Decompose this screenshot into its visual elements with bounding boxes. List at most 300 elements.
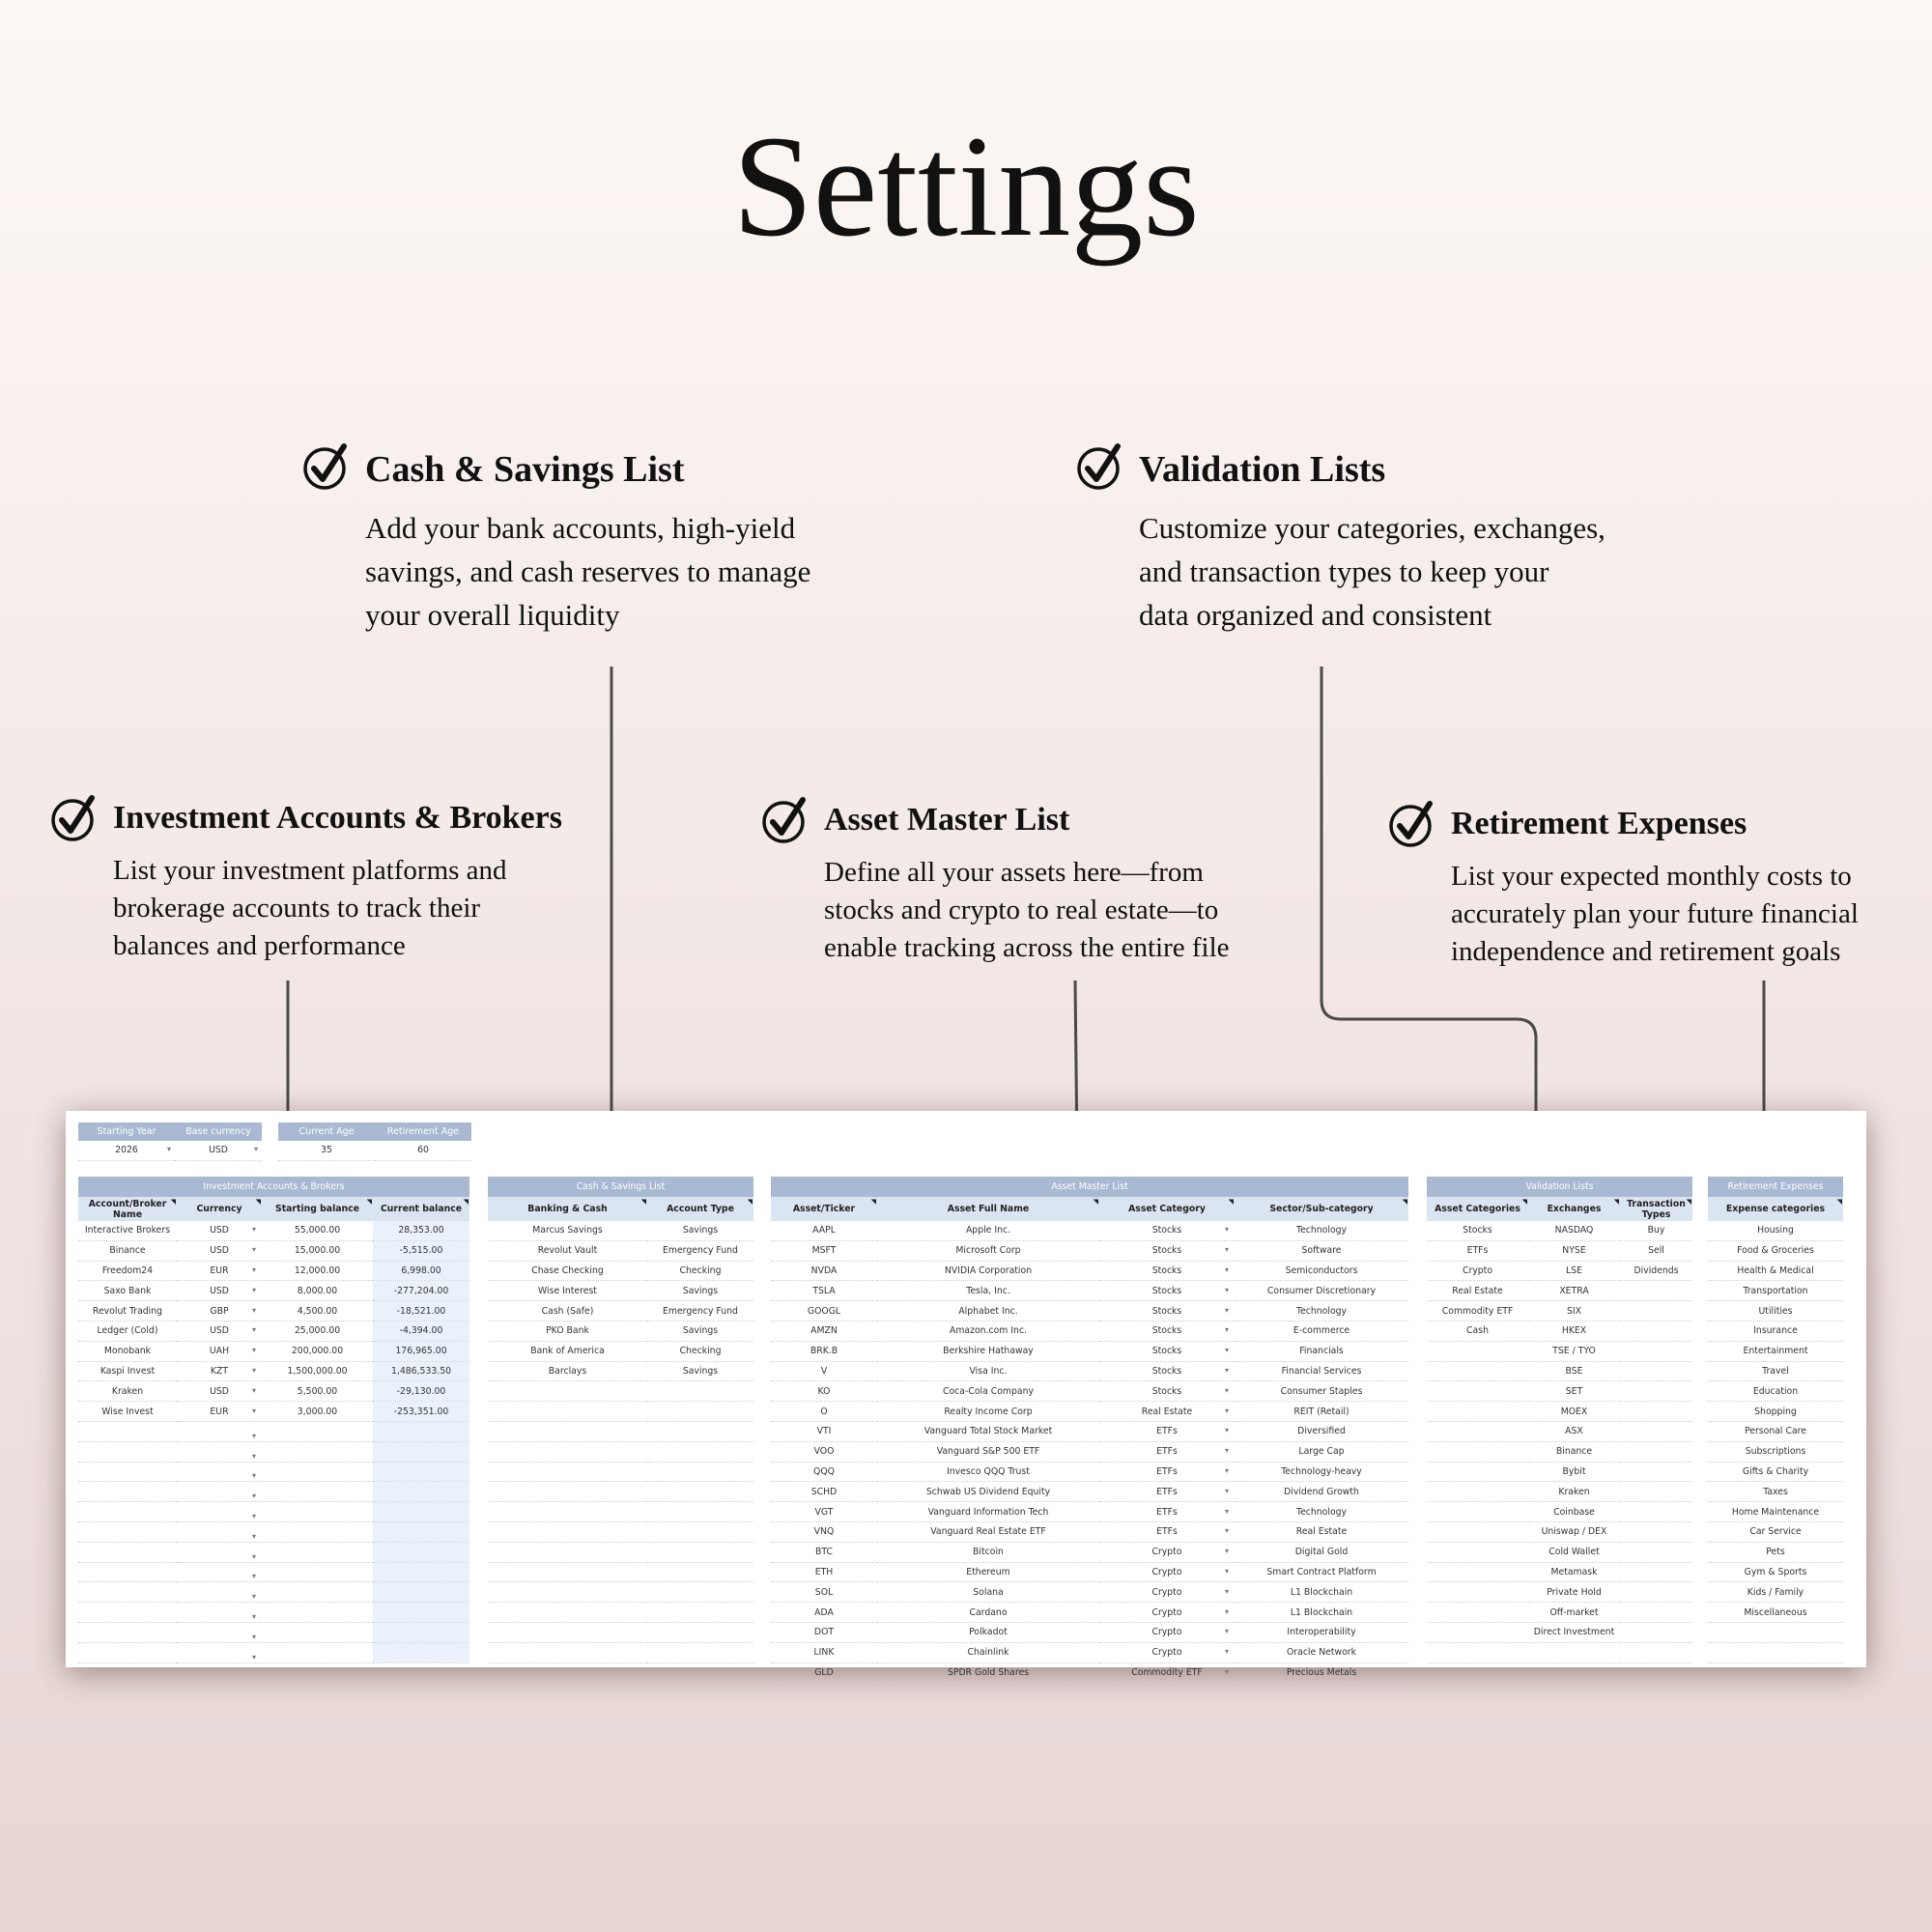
table-cell[interactable]: Subscriptions — [1708, 1441, 1843, 1462]
table-cell[interactable]: TSLA — [771, 1281, 877, 1301]
table-cell[interactable]: V — [771, 1361, 877, 1381]
table-cell[interactable]: Digital Gold — [1235, 1542, 1408, 1562]
dropdown-arrow-icon[interactable]: ▾ — [251, 1285, 256, 1294]
table-cell[interactable] — [177, 1421, 262, 1441]
table-cell[interactable] — [177, 1502, 262, 1522]
dropdown-arrow-icon[interactable]: ▾ — [251, 1431, 256, 1440]
table-cell[interactable]: BSE — [1528, 1361, 1620, 1381]
table-cell[interactable]: EUR ▾ — [177, 1261, 262, 1281]
table-cell[interactable]: Realty Income Corp — [877, 1402, 1099, 1422]
table-cell[interactable]: -29,130.00 — [373, 1381, 469, 1402]
table-cell[interactable] — [488, 1421, 647, 1441]
table-cell[interactable]: 28,353.00 — [373, 1221, 469, 1240]
dropdown-arrow-icon[interactable]: ▾ — [251, 1652, 256, 1662]
dropdown-arrow-icon[interactable]: ▾ — [251, 1531, 256, 1541]
table-cell[interactable] — [262, 1462, 373, 1482]
table-cell[interactable]: Emergency Fund — [647, 1240, 753, 1261]
table-cell[interactable] — [488, 1603, 647, 1623]
table-cell[interactable]: QQQ — [771, 1462, 877, 1482]
table-cell[interactable] — [647, 1441, 753, 1462]
dropdown-arrow-icon[interactable]: ▾ — [251, 1512, 256, 1521]
table-cell[interactable] — [373, 1642, 469, 1662]
table-cell[interactable]: SIX — [1528, 1301, 1620, 1321]
table-cell[interactable]: ETFs ▾ — [1099, 1462, 1235, 1482]
dropdown-arrow-icon[interactable]: ▾ — [1224, 1264, 1229, 1274]
table-cell[interactable] — [1427, 1603, 1528, 1623]
table-cell[interactable]: USD ▾ — [177, 1240, 262, 1261]
table-cell[interactable]: Savings — [647, 1221, 753, 1240]
table-cell[interactable]: VGT — [771, 1502, 877, 1522]
table-cell[interactable]: KZT ▾ — [177, 1361, 262, 1381]
table-cell[interactable] — [1427, 1622, 1528, 1642]
table-cell[interactable] — [78, 1642, 177, 1662]
table-cell[interactable] — [177, 1462, 262, 1482]
table-cell[interactable] — [647, 1542, 753, 1562]
table-cell[interactable]: SPDR Gold Shares — [877, 1662, 1099, 1683]
table-cell[interactable]: Housing — [1708, 1221, 1843, 1240]
table-cell[interactable] — [262, 1582, 373, 1603]
table-cell[interactable]: Technology — [1235, 1502, 1408, 1522]
table-cell[interactable] — [1620, 1301, 1692, 1321]
table-cell[interactable] — [647, 1462, 753, 1482]
table-cell[interactable] — [1620, 1421, 1692, 1441]
dropdown-arrow-icon[interactable]: ▾ — [1224, 1586, 1229, 1596]
dropdown-arrow-icon[interactable]: ▾ — [1224, 1406, 1229, 1415]
table-cell[interactable]: Checking — [647, 1261, 753, 1281]
table-cell[interactable]: GBP ▾ — [177, 1301, 262, 1321]
table-cell[interactable]: ETH — [771, 1562, 877, 1582]
table-cell[interactable]: Crypto ▾ — [1099, 1603, 1235, 1623]
table-cell[interactable]: TSE / TYO — [1528, 1341, 1620, 1361]
table-cell[interactable]: Ethereum — [877, 1562, 1099, 1582]
table-cell[interactable]: Crypto ▾ — [1099, 1642, 1235, 1662]
table-cell[interactable] — [1427, 1502, 1528, 1522]
table-cell[interactable]: Stocks ▾ — [1099, 1301, 1235, 1321]
table-cell[interactable]: AMZN — [771, 1321, 877, 1341]
table-cell[interactable]: Real Estate — [1427, 1281, 1528, 1301]
table-cell[interactable]: Large Cap — [1235, 1441, 1408, 1462]
table-cell[interactable]: Stocks ▾ — [1099, 1361, 1235, 1381]
table-cell[interactable]: Revolut Vault — [488, 1240, 647, 1261]
table-cell[interactable] — [647, 1642, 753, 1662]
table-cell[interactable]: Microsoft Corp — [877, 1240, 1099, 1261]
table-cell[interactable]: Stocks ▾ — [1099, 1261, 1235, 1281]
table-cell[interactable] — [177, 1642, 262, 1662]
table-cell[interactable] — [647, 1562, 753, 1582]
table-cell[interactable]: NASDAQ — [1528, 1221, 1620, 1240]
table-cell[interactable]: Apple Inc. — [877, 1221, 1099, 1240]
table-cell[interactable] — [1708, 1642, 1843, 1662]
table-cell[interactable] — [1427, 1462, 1528, 1482]
table-cell[interactable] — [177, 1562, 262, 1582]
table-cell[interactable]: Invesco QQQ Trust — [877, 1462, 1099, 1482]
table-cell[interactable]: -4,394.00 — [373, 1321, 469, 1341]
dropdown-arrow-icon[interactable]: ▾ — [251, 1592, 256, 1602]
table-cell[interactable]: L1 Blockchain — [1235, 1582, 1408, 1603]
table-cell[interactable]: -277,204.00 — [373, 1281, 469, 1301]
table-cell[interactable] — [373, 1441, 469, 1462]
table-cell[interactable]: Tesla, Inc. — [877, 1281, 1099, 1301]
table-cell[interactable]: Ledger (Cold) — [78, 1321, 177, 1341]
table-cell[interactable] — [373, 1521, 469, 1542]
table-cell[interactable] — [1427, 1562, 1528, 1582]
dropdown-arrow-icon[interactable]: ▾ — [251, 1612, 256, 1622]
table-cell[interactable] — [262, 1542, 373, 1562]
table-cell[interactable]: Pets — [1708, 1542, 1843, 1562]
table-cell[interactable]: Entertainment — [1708, 1341, 1843, 1361]
table-cell[interactable]: Wise Interest — [488, 1281, 647, 1301]
table-cell[interactable]: Bitcoin — [877, 1542, 1099, 1562]
table-cell[interactable] — [1427, 1341, 1528, 1361]
table-cell[interactable] — [1427, 1421, 1528, 1441]
table-cell[interactable] — [78, 1462, 177, 1482]
table-cell[interactable]: Gifts & Charity — [1708, 1462, 1843, 1482]
table-cell[interactable] — [1620, 1381, 1692, 1402]
table-cell[interactable] — [488, 1642, 647, 1662]
table-cell[interactable]: Berkshire Hathaway — [877, 1341, 1099, 1361]
table-cell[interactable] — [1427, 1582, 1528, 1603]
table-cell[interactable] — [647, 1521, 753, 1542]
dropdown-arrow-icon[interactable]: ▾ — [1224, 1547, 1229, 1556]
table-cell[interactable] — [1620, 1441, 1692, 1462]
table-cell[interactable] — [373, 1622, 469, 1642]
dropdown-arrow-icon[interactable]: ▾ — [251, 1632, 256, 1641]
dropdown-arrow-icon[interactable]: ▾ — [251, 1492, 256, 1501]
table-cell[interactable]: Precious Metals — [1235, 1662, 1408, 1683]
dropdown-arrow-icon[interactable]: ▾ — [1224, 1305, 1229, 1315]
dropdown-arrow-icon[interactable]: ▾ — [1224, 1566, 1229, 1576]
table-cell[interactable]: AAPL — [771, 1221, 877, 1240]
base-currency-select[interactable]: USD ▾ — [175, 1141, 262, 1160]
table-cell[interactable]: Stocks — [1427, 1221, 1528, 1240]
table-cell[interactable]: Technology — [1235, 1301, 1408, 1321]
table-cell[interactable]: VNQ — [771, 1521, 877, 1542]
table-cell[interactable]: Technology-heavy — [1235, 1462, 1408, 1482]
dropdown-arrow-icon[interactable]: ▾ — [1224, 1346, 1229, 1355]
table-cell[interactable]: EUR ▾ — [177, 1402, 262, 1422]
table-cell[interactable]: USD ▾ — [177, 1381, 262, 1402]
table-cell[interactable]: Real Estate ▾ — [1099, 1402, 1235, 1422]
table-cell[interactable] — [373, 1542, 469, 1562]
table-cell[interactable]: Financial Services — [1235, 1361, 1408, 1381]
table-cell[interactable]: Polkadot — [877, 1622, 1099, 1642]
dropdown-arrow-icon[interactable]: ▾ — [1224, 1285, 1229, 1294]
table-cell[interactable]: BRK.B — [771, 1341, 877, 1361]
dropdown-arrow-icon[interactable]: ▾ — [1224, 1486, 1229, 1495]
table-cell[interactable]: ASX — [1528, 1421, 1620, 1441]
table-cell[interactable] — [78, 1502, 177, 1522]
table-cell[interactable]: Real Estate — [1235, 1521, 1408, 1542]
table-cell[interactable]: Saxo Bank — [78, 1281, 177, 1301]
dropdown-arrow-icon[interactable]: ▾ — [251, 1385, 256, 1395]
table-cell[interactable] — [1620, 1361, 1692, 1381]
table-cell[interactable]: Dividends — [1620, 1261, 1692, 1281]
table-cell[interactable] — [78, 1421, 177, 1441]
table-cell[interactable]: Chainlink — [877, 1642, 1099, 1662]
table-cell[interactable]: NVIDIA Corporation — [877, 1261, 1099, 1281]
table-cell[interactable] — [177, 1603, 262, 1623]
table-cell[interactable]: SOL — [771, 1582, 877, 1603]
table-cell[interactable] — [262, 1562, 373, 1582]
table-cell[interactable] — [488, 1562, 647, 1582]
dropdown-arrow-icon[interactable]: ▾ — [251, 1264, 256, 1274]
table-cell[interactable]: 1,500,000.00 — [262, 1361, 373, 1381]
table-cell[interactable] — [78, 1582, 177, 1603]
table-cell[interactable]: Barclays — [488, 1361, 647, 1381]
table-cell[interactable] — [1620, 1281, 1692, 1301]
table-cell[interactable] — [1528, 1642, 1620, 1662]
table-cell[interactable] — [1427, 1482, 1528, 1502]
table-cell[interactable]: Diversified — [1235, 1421, 1408, 1441]
table-cell[interactable]: Buy — [1620, 1221, 1692, 1240]
table-cell[interactable]: LSE — [1528, 1261, 1620, 1281]
table-cell[interactable] — [1620, 1622, 1692, 1642]
table-cell[interactable]: Wise Invest — [78, 1402, 177, 1422]
table-cell[interactable]: Sell — [1620, 1240, 1692, 1261]
table-cell[interactable]: Stocks ▾ — [1099, 1381, 1235, 1402]
table-cell[interactable]: Vanguard Total Stock Market — [877, 1421, 1099, 1441]
table-cell[interactable] — [262, 1502, 373, 1522]
dropdown-arrow-icon[interactable]: ▾ — [1224, 1365, 1229, 1375]
table-cell[interactable] — [488, 1402, 647, 1422]
table-cell[interactable]: Savings — [647, 1321, 753, 1341]
table-cell[interactable]: ETFs ▾ — [1099, 1502, 1235, 1522]
table-cell[interactable]: Kaspi Invest — [78, 1361, 177, 1381]
table-cell[interactable] — [488, 1482, 647, 1502]
table-cell[interactable]: ETFs ▾ — [1099, 1441, 1235, 1462]
table-cell[interactable] — [488, 1381, 647, 1402]
table-cell[interactable] — [373, 1421, 469, 1441]
table-cell[interactable] — [488, 1502, 647, 1522]
table-cell[interactable]: Crypto ▾ — [1099, 1622, 1235, 1642]
table-cell[interactable] — [488, 1441, 647, 1462]
table-cell[interactable]: Home Maintenance — [1708, 1502, 1843, 1522]
table-cell[interactable] — [373, 1562, 469, 1582]
table-cell[interactable]: 1,486,533.50 — [373, 1361, 469, 1381]
table-cell[interactable]: Personal Care — [1708, 1421, 1843, 1441]
table-cell[interactable]: Vanguard Real Estate ETF — [877, 1521, 1099, 1542]
table-cell[interactable]: XETRA — [1528, 1281, 1620, 1301]
dropdown-arrow-icon[interactable]: ▾ — [1224, 1506, 1229, 1516]
table-cell[interactable]: Direct Investment — [1528, 1622, 1620, 1642]
table-cell[interactable]: Consumer Discretionary — [1235, 1281, 1408, 1301]
table-cell[interactable]: Emergency Fund — [647, 1301, 753, 1321]
table-cell[interactable]: O — [771, 1402, 877, 1422]
table-cell[interactable]: 55,000.00 — [262, 1221, 373, 1240]
table-cell[interactable]: LINK — [771, 1642, 877, 1662]
table-cell[interactable]: Private Hold — [1528, 1582, 1620, 1603]
table-cell[interactable]: Coca-Cola Company — [877, 1381, 1099, 1402]
table-cell[interactable] — [647, 1421, 753, 1441]
table-cell[interactable]: Freedom24 — [78, 1261, 177, 1281]
table-cell[interactable] — [1620, 1462, 1692, 1482]
table-cell[interactable]: Kraken — [1528, 1482, 1620, 1502]
table-cell[interactable]: 3,000.00 — [262, 1402, 373, 1422]
table-cell[interactable]: Travel — [1708, 1361, 1843, 1381]
table-cell[interactable] — [647, 1381, 753, 1402]
table-cell[interactable] — [78, 1482, 177, 1502]
table-cell[interactable]: Insurance — [1708, 1321, 1843, 1341]
table-cell[interactable] — [1620, 1482, 1692, 1502]
table-cell[interactable]: Stocks ▾ — [1099, 1341, 1235, 1361]
current-age-cell[interactable]: 35 — [278, 1141, 375, 1160]
table-cell[interactable] — [647, 1622, 753, 1642]
table-cell[interactable]: Utilities — [1708, 1301, 1843, 1321]
table-cell[interactable]: Gym & Sports — [1708, 1562, 1843, 1582]
table-cell[interactable]: GOOGL — [771, 1301, 877, 1321]
table-cell[interactable]: SET — [1528, 1381, 1620, 1402]
table-cell[interactable]: Solana — [877, 1582, 1099, 1603]
table-cell[interactable] — [1620, 1642, 1692, 1662]
table-cell[interactable] — [1620, 1603, 1692, 1623]
table-cell[interactable]: Revolut Trading — [78, 1301, 177, 1321]
dropdown-arrow-icon[interactable]: ▾ — [1224, 1426, 1229, 1435]
table-cell[interactable] — [78, 1622, 177, 1642]
table-cell[interactable]: Bank of America — [488, 1341, 647, 1361]
table-cell[interactable] — [647, 1582, 753, 1603]
table-cell[interactable]: ETFs ▾ — [1099, 1482, 1235, 1502]
dropdown-arrow-icon[interactable]: ▾ — [1224, 1627, 1229, 1636]
table-cell[interactable] — [647, 1502, 753, 1522]
dropdown-arrow-icon[interactable]: ▾ — [1224, 1446, 1229, 1456]
table-cell[interactable] — [647, 1482, 753, 1502]
table-cell[interactable]: Semiconductors — [1235, 1261, 1408, 1281]
table-cell[interactable] — [1427, 1521, 1528, 1542]
table-cell[interactable] — [488, 1582, 647, 1603]
table-cell[interactable]: Bybit — [1528, 1462, 1620, 1482]
table-cell[interactable]: REIT (Retail) — [1235, 1402, 1408, 1422]
table-cell[interactable]: ADA — [771, 1603, 877, 1623]
table-cell[interactable] — [262, 1482, 373, 1502]
starting-year-select[interactable]: 2026 ▾ — [78, 1141, 175, 1160]
table-cell[interactable] — [262, 1642, 373, 1662]
table-cell[interactable]: Dividend Growth — [1235, 1482, 1408, 1502]
dropdown-arrow-icon[interactable]: ▾ — [251, 1451, 256, 1461]
table-cell[interactable]: Vanguard S&P 500 ETF — [877, 1441, 1099, 1462]
table-cell[interactable] — [373, 1462, 469, 1482]
table-cell[interactable]: Metamask — [1528, 1562, 1620, 1582]
table-cell[interactable]: VOO — [771, 1441, 877, 1462]
table-cell[interactable]: Cash — [1427, 1321, 1528, 1341]
table-cell[interactable] — [262, 1603, 373, 1623]
table-cell[interactable] — [1427, 1441, 1528, 1462]
table-cell[interactable]: -5,515.00 — [373, 1240, 469, 1261]
dropdown-arrow-icon[interactable]: ▾ — [1224, 1465, 1229, 1475]
table-cell[interactable]: Interactive Brokers — [78, 1221, 177, 1240]
table-cell[interactable] — [1620, 1402, 1692, 1422]
dropdown-arrow-icon[interactable]: ▾ — [1224, 1606, 1229, 1616]
table-cell[interactable]: Binance — [1528, 1441, 1620, 1462]
table-cell[interactable]: -18,521.00 — [373, 1301, 469, 1321]
table-cell[interactable]: Commodity ETF ▾ — [1099, 1662, 1235, 1683]
table-cell[interactable]: USD ▾ — [177, 1221, 262, 1240]
table-cell[interactable] — [488, 1622, 647, 1642]
table-cell[interactable]: ETFs ▾ — [1099, 1421, 1235, 1441]
table-cell[interactable] — [1620, 1521, 1692, 1542]
table-cell[interactable]: NYSE — [1528, 1240, 1620, 1261]
dropdown-arrow-icon[interactable]: ▾ — [251, 1346, 256, 1355]
dropdown-arrow-icon[interactable]: ▾ — [1224, 1526, 1229, 1536]
table-cell[interactable] — [78, 1603, 177, 1623]
table-cell[interactable]: Stocks ▾ — [1099, 1281, 1235, 1301]
table-cell[interactable]: Kraken — [78, 1381, 177, 1402]
table-cell[interactable] — [373, 1603, 469, 1623]
dropdown-arrow-icon[interactable]: ▾ — [1224, 1245, 1229, 1255]
dropdown-arrow-icon[interactable]: ▾ — [1224, 1647, 1229, 1657]
table-cell[interactable] — [1620, 1502, 1692, 1522]
table-cell[interactable]: MOEX — [1528, 1402, 1620, 1422]
table-cell[interactable]: VTI — [771, 1421, 877, 1441]
table-cell[interactable]: Vanguard Information Tech — [877, 1502, 1099, 1522]
dropdown-arrow-icon[interactable]: ▾ — [251, 1471, 256, 1481]
table-cell[interactable] — [177, 1521, 262, 1542]
table-cell[interactable]: 4,500.00 — [262, 1301, 373, 1321]
table-cell[interactable]: BTC — [771, 1542, 877, 1562]
table-cell[interactable] — [1427, 1402, 1528, 1422]
dropdown-arrow-icon[interactable]: ▾ — [1224, 1385, 1229, 1395]
table-cell[interactable]: Transportation — [1708, 1281, 1843, 1301]
table-cell[interactable] — [488, 1462, 647, 1482]
table-cell[interactable]: Food & Groceries — [1708, 1240, 1843, 1261]
table-cell[interactable]: -253,351.00 — [373, 1402, 469, 1422]
table-cell[interactable]: Education — [1708, 1381, 1843, 1402]
table-cell[interactable]: Kids / Family — [1708, 1582, 1843, 1603]
dropdown-arrow-icon[interactable]: ▾ — [251, 1225, 256, 1235]
table-cell[interactable] — [647, 1603, 753, 1623]
table-cell[interactable]: Technology — [1235, 1221, 1408, 1240]
dropdown-arrow-icon[interactable]: ▾ — [251, 1245, 256, 1255]
dropdown-arrow-icon[interactable]: ▾ — [1224, 1666, 1229, 1676]
table-cell[interactable]: UAH ▾ — [177, 1341, 262, 1361]
table-cell[interactable]: Cardano — [877, 1603, 1099, 1623]
table-cell[interactable]: Miscellaneous — [1708, 1603, 1843, 1623]
table-cell[interactable]: Monobank — [78, 1341, 177, 1361]
table-cell[interactable]: Marcus Savings — [488, 1221, 647, 1240]
table-cell[interactable] — [262, 1521, 373, 1542]
table-cell[interactable]: Crypto — [1427, 1261, 1528, 1281]
table-cell[interactable]: Coinbase — [1528, 1502, 1620, 1522]
table-cell[interactable]: 6,998.00 — [373, 1261, 469, 1281]
table-cell[interactable]: 8,000.00 — [262, 1281, 373, 1301]
table-cell[interactable]: Oracle Network — [1235, 1642, 1408, 1662]
table-cell[interactable] — [262, 1441, 373, 1462]
table-cell[interactable]: 12,000.00 — [262, 1261, 373, 1281]
table-cell[interactable] — [1427, 1542, 1528, 1562]
table-cell[interactable]: Taxes — [1708, 1482, 1843, 1502]
dropdown-arrow-icon[interactable]: ▾ — [251, 1551, 256, 1561]
table-cell[interactable]: USD ▾ — [177, 1281, 262, 1301]
table-cell[interactable]: MSFT — [771, 1240, 877, 1261]
retirement-age-cell[interactable]: 60 — [375, 1141, 471, 1160]
table-cell[interactable]: Cash (Safe) — [488, 1301, 647, 1321]
table-cell[interactable] — [78, 1542, 177, 1562]
dropdown-arrow-icon[interactable]: ▾ — [251, 1365, 256, 1375]
table-cell[interactable] — [262, 1421, 373, 1441]
table-cell[interactable]: Smart Contract Platform — [1235, 1562, 1408, 1582]
table-cell[interactable]: Consumer Staples — [1235, 1381, 1408, 1402]
table-cell[interactable] — [1427, 1361, 1528, 1381]
table-cell[interactable]: 176,965.00 — [373, 1341, 469, 1361]
table-cell[interactable] — [1620, 1321, 1692, 1341]
table-cell[interactable]: ETFs ▾ — [1099, 1521, 1235, 1542]
table-cell[interactable]: Crypto ▾ — [1099, 1542, 1235, 1562]
table-cell[interactable] — [488, 1521, 647, 1542]
table-cell[interactable]: Crypto ▾ — [1099, 1562, 1235, 1582]
table-cell[interactable] — [177, 1441, 262, 1462]
table-cell[interactable]: Amazon.com Inc. — [877, 1321, 1099, 1341]
table-cell[interactable]: GLD — [771, 1662, 877, 1683]
table-cell[interactable]: Stocks ▾ — [1099, 1221, 1235, 1240]
